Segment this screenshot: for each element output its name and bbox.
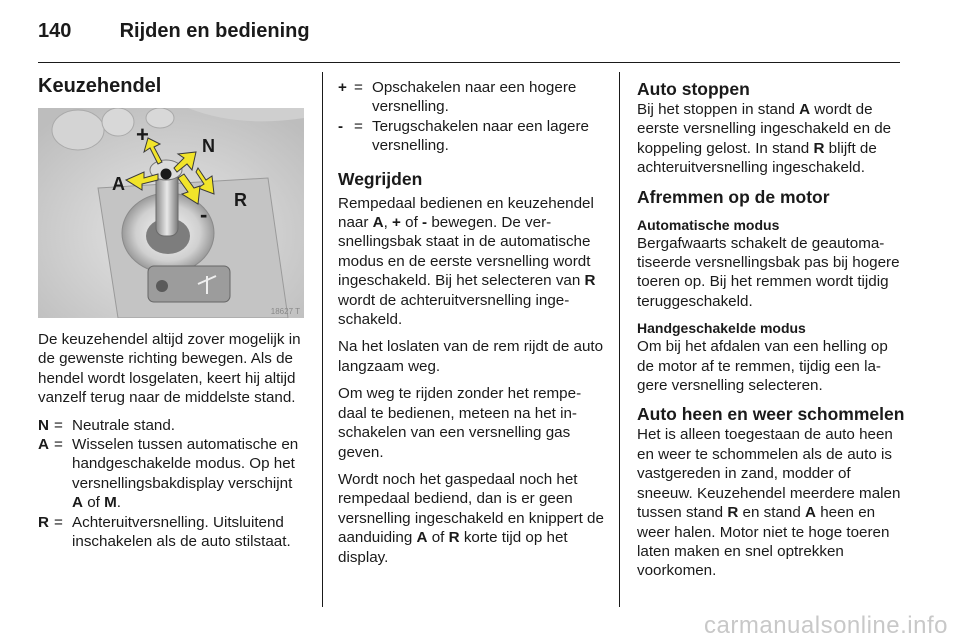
paragraph: Om bij het afdalen van een helling op de motor af te remmen, tijdig een lagere versnelling selecteren. [637, 338, 888, 395]
def-eq: = [354, 79, 363, 96]
column-divider-1 [322, 72, 323, 607]
column-3 [637, 78, 905, 589]
def-a [38, 435, 304, 513]
figure-id: 18627 T [270, 307, 300, 316]
def-text: Achteruitversnelling. Uitsluitend inschakelen als de auto stilstaat. [72, 513, 291, 551]
paragraph: Na het loslaten van de rem rijdt de auto langzaam weg. [338, 338, 604, 375]
section-title: Keuzehendel [38, 75, 162, 97]
gear-selector-figure [38, 108, 304, 318]
def-eq: = [54, 436, 63, 454]
paragraph: Rempedaal bedienen en keuzehendel naar A, + of - bewegen. De versnellingsbak staat in de automatische modus en de eerste versnelling wordt ingeschakeld. Bij het selecteren van R wordt de achteruitversnelling ingeschakeld. [338, 194, 596, 329]
paragraph: Wordt noch het gaspedaal noch het rempedaal bediend, dan is er geen versnelling ingeschakeld en knippert de aanduiding A of R korte tijd op het display. [338, 470, 604, 566]
intro-paragraph: De keuzehendel altijd zover mogelijk in de gewenste richting bewegen. Als de hendel wordt losgelaten, keert hij altijd vanzelf terug naar de middelste stand. [38, 331, 301, 407]
label-plus: + [136, 122, 149, 147]
label-minus: - [200, 202, 208, 227]
column-divider-2 [619, 72, 620, 607]
heading-schommelen: Auto heen en weer schommelen [637, 404, 905, 425]
column-2 [338, 78, 604, 575]
page-header [38, 20, 310, 43]
header-rule [38, 62, 900, 63]
heading-auto-stoppen: Auto stoppen [637, 79, 750, 99]
def-key: A [38, 436, 49, 454]
def-n [38, 416, 304, 435]
def-key: R [38, 513, 49, 531]
def-eq: = [54, 416, 63, 434]
def-minus [338, 117, 604, 156]
def-text: Wisselen tussen automatische en handgeschakelde modus. Op het versnellingsbakdisplay verschijnt A of M. [72, 436, 299, 512]
gear-selector-illustration [38, 108, 304, 318]
label-r: R [234, 190, 247, 210]
label-n: N [202, 136, 215, 156]
paragraph: Het is alleen toegestaan de auto heen en weer te schommelen als de auto is vastgereden in zand, modder of sneeuw. Keuzehendel meerdere malen tussen stand R en stand A heen en weer halen. Motor niet te hoge toeren laten maken en snel optrekken voorkomen. [637, 426, 901, 580]
heading-wegrijden: Wegrijden [338, 168, 423, 189]
def-key: N [38, 416, 49, 434]
page-title: Rijden en bediening [119, 20, 310, 42]
def-plus [338, 78, 604, 117]
def-key: - [338, 117, 344, 135]
def-r [38, 513, 304, 552]
heading-automatische-modus: Automatische modus [637, 216, 780, 233]
paragraph: Bergafwaarts schakelt de geautomatiseerde versnellingsbak pas bij hogere toeren op. Bij het remmen wordt tijdig teruggeschakeld. [637, 234, 900, 310]
def-text: Opschakelen naar een hogere versnelling. [372, 79, 577, 116]
def-text: Terugschakelen naar een lagere versnelling. [372, 117, 589, 155]
page-number: 140 [38, 20, 72, 42]
def-key: + [338, 79, 347, 96]
column-1 [38, 330, 304, 551]
def-eq: = [354, 117, 363, 135]
watermark: carmanualsonline.info [704, 612, 948, 639]
def-text: Neutrale stand. [72, 416, 175, 434]
paragraph: Bij het stoppen in stand A wordt de eerste versnelling ingeschakeld en de koppeling gelost. In stand R blijft de achteruitversnelling ingeschakeld. [637, 101, 892, 177]
heading-afremmen: Afremmen op de motor [637, 186, 830, 207]
label-a: A [112, 174, 125, 194]
def-eq: = [54, 513, 63, 531]
paragraph: Om weg te rijden zonder het rempedaal te bedienen, meteen na het inschakelen van een versnelling gas geven. [338, 385, 582, 461]
heading-handgeschakelde-modus: Handgeschakelde modus [637, 320, 806, 337]
